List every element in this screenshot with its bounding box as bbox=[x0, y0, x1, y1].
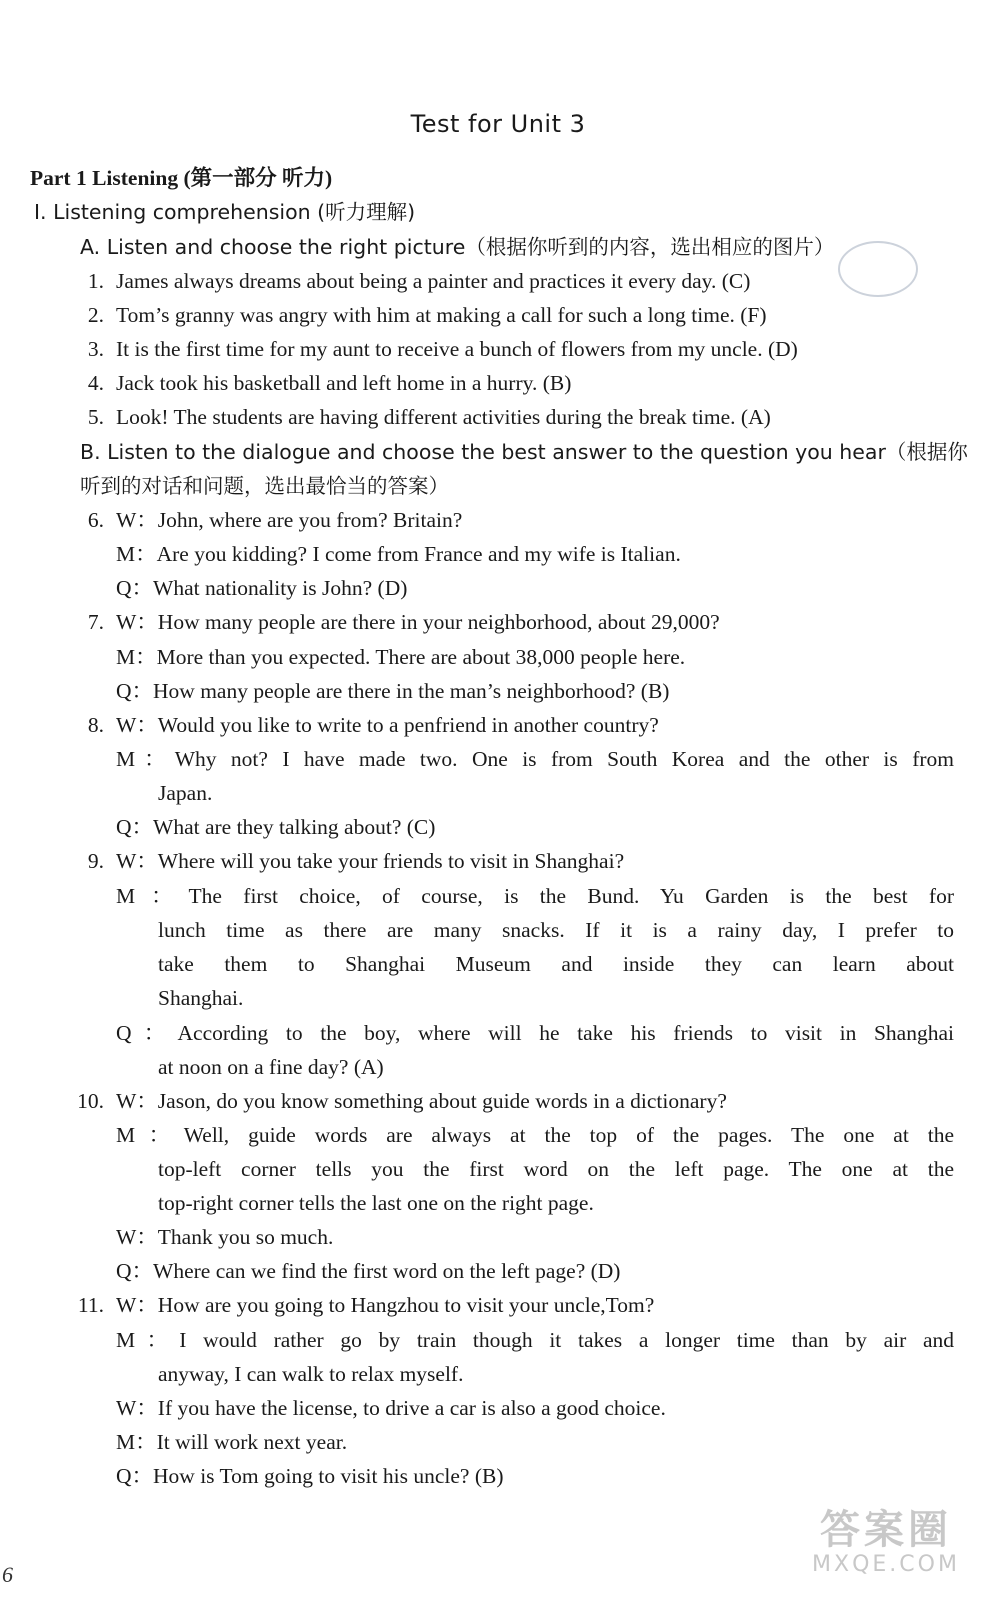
dialogue-line: M：Are you kidding? I come from France and my wife is Italian. bbox=[116, 542, 681, 566]
dialogue-question: Q：What are they talking about? (C) bbox=[116, 815, 436, 839]
page-number: 6 bbox=[2, 1562, 13, 1587]
section-heading: I. Listening comprehension (听力理解) bbox=[34, 200, 416, 224]
watermark-logo bbox=[786, 1508, 986, 1588]
dialogue-line-cont: lunch time as there are many snacks. If it is a rainy day, I prefer to bbox=[158, 918, 954, 942]
part-heading: Part 1 Listening (第一部分 听力) bbox=[30, 166, 333, 190]
dialogue-line: W：Thank you so much. bbox=[116, 1225, 334, 1249]
dialogue-question-cont: at noon on a fine day? (A) bbox=[158, 1055, 384, 1079]
dialogue-line: M：It will work next year. bbox=[116, 1430, 348, 1454]
dialogue-question: Q：What nationality is John? (D) bbox=[116, 576, 408, 600]
dialogue-question: Q：According to the boy, where will he take his friends to visit in Shanghai bbox=[116, 1021, 954, 1045]
dialogue-question: Q：How is Tom going to visit his uncle? (B) bbox=[116, 1464, 504, 1488]
dialogue-line: M：Well, guide words are always at the top of the pages. The one at the bbox=[116, 1123, 954, 1147]
section-a-heading: A. Listen and choose the right picture（根据你听到的内容，选出相应的图片） bbox=[80, 235, 835, 259]
worksheet-page: Test for Unit 3 Part 1 Listening (第一部分 听力) I. Listening comprehension (听力理解) A. Listen and choose the right picture（根据你听到的内容，选出相应的图片） 1. James always dreams about being a painter and practices it every day. (C) 2. Tom’s granny was angry with him at making a call for such a long time. (F) 3. It is the first time for my aunt to receive a bunch of flowers from my uncle. (D) 4. Jack took his basketball and left home in a hurry. (B) 5. Look! The students are having different activities during the break time. (A) B. Listen to the dialogue and choose the best answer to the question you hear（根据你 听到的对话和问题，选出最恰当的答案） 6. W：John, where are you from? Britain? M：Are you kidding? I come from France and my wife is Italian. Q：What nationality is John? (D) 7. W：How many people are there in your neighborhood, about 29,000? M：More than you expected. There are about 38,000 people here. Q：How many people are there in the man’s neighborhood? (B) 8. W：Would you like to write to a penfriend in another country? M：Why not? I have made two. One is from South Korea and the other is from Japan. Q：What are they talking about? (C) 9. W：Where will you take your friends to visit in Shanghai? M：The first choice, of course, is the Bund. Yu Garden is the best for lunch time as there are many snacks. If it is a rainy day, I prefer to take them to Shanghai Museum and inside they can learn about Shanghai. Q：According to the boy, where will he take his friends to visit in Shanghai at noon on a fine day? (A) 10. W：Jason, do you know something about guide words in a dictionary? M：Well, guide words are always at the top of the pages. The one at the top-left corner tells you the first word on the left page. The one at the top-right corner tells the last one on the right page. W：Thank you so much. Q：Where can we find the first word on the left page? (D) 11. W：How are you going to Hangzhou to visit your uncle,Tom? M：I would rather go by train though it takes a longer time than by air and anyway, I can walk to relax myself. W：If you have the license, to drive a car is also a good choice. M：It will work next year. Q：How is Tom going to visit his uncle? (B) 6 答案圈 MXQE.COM bbox=[0, 0, 996, 1600]
watermark-top: 答案圈 bbox=[820, 1507, 952, 1553]
dialogue-question: Q：Where can we find the first word on the left page? (D) bbox=[116, 1259, 621, 1283]
dialogue-line-cont: Japan. bbox=[158, 781, 213, 805]
dialogue-line-cont: top-right corner tells the last one on the right page. bbox=[158, 1191, 594, 1215]
dialogue-line-cont: take them to Shanghai Museum and inside they can learn about bbox=[158, 952, 954, 976]
dialogue-line-cont: top-left corner tells you the first word on the left page. The one at the bbox=[158, 1157, 954, 1181]
page-title: Test for Unit 3 bbox=[410, 110, 586, 138]
section-b-heading-cont: 听到的对话和问题，选出最恰当的答案） bbox=[80, 474, 449, 498]
watermark-bottom: MXQE.COM bbox=[812, 1552, 960, 1577]
dialogue-line: M：More than you expected. There are about 38,000 people here. bbox=[116, 645, 686, 669]
dialogue-line-cont: Shanghai. bbox=[158, 986, 244, 1010]
dialogue-line: M：The first choice, of course, is the Bund. Yu Garden is the best for bbox=[116, 884, 954, 908]
dialogue-line: M：I would rather go by train though it takes a longer time than by air and bbox=[116, 1328, 954, 1352]
dialogue-question: Q：How many people are there in the man’s neighborhood? (B) bbox=[116, 679, 670, 703]
stamp-icon bbox=[838, 241, 918, 297]
section-b-heading: B. Listen to the dialogue and choose the best answer to the question you hear（根据你 bbox=[80, 440, 968, 464]
dialogue-line: W：If you have the license, to drive a car is also a good choice. bbox=[116, 1396, 666, 1420]
dialogue-line: M：Why not? I have made two. One is from South Korea and the other is from bbox=[116, 747, 954, 771]
dialogue-line-cont: anyway, I can walk to relax myself. bbox=[158, 1362, 464, 1386]
